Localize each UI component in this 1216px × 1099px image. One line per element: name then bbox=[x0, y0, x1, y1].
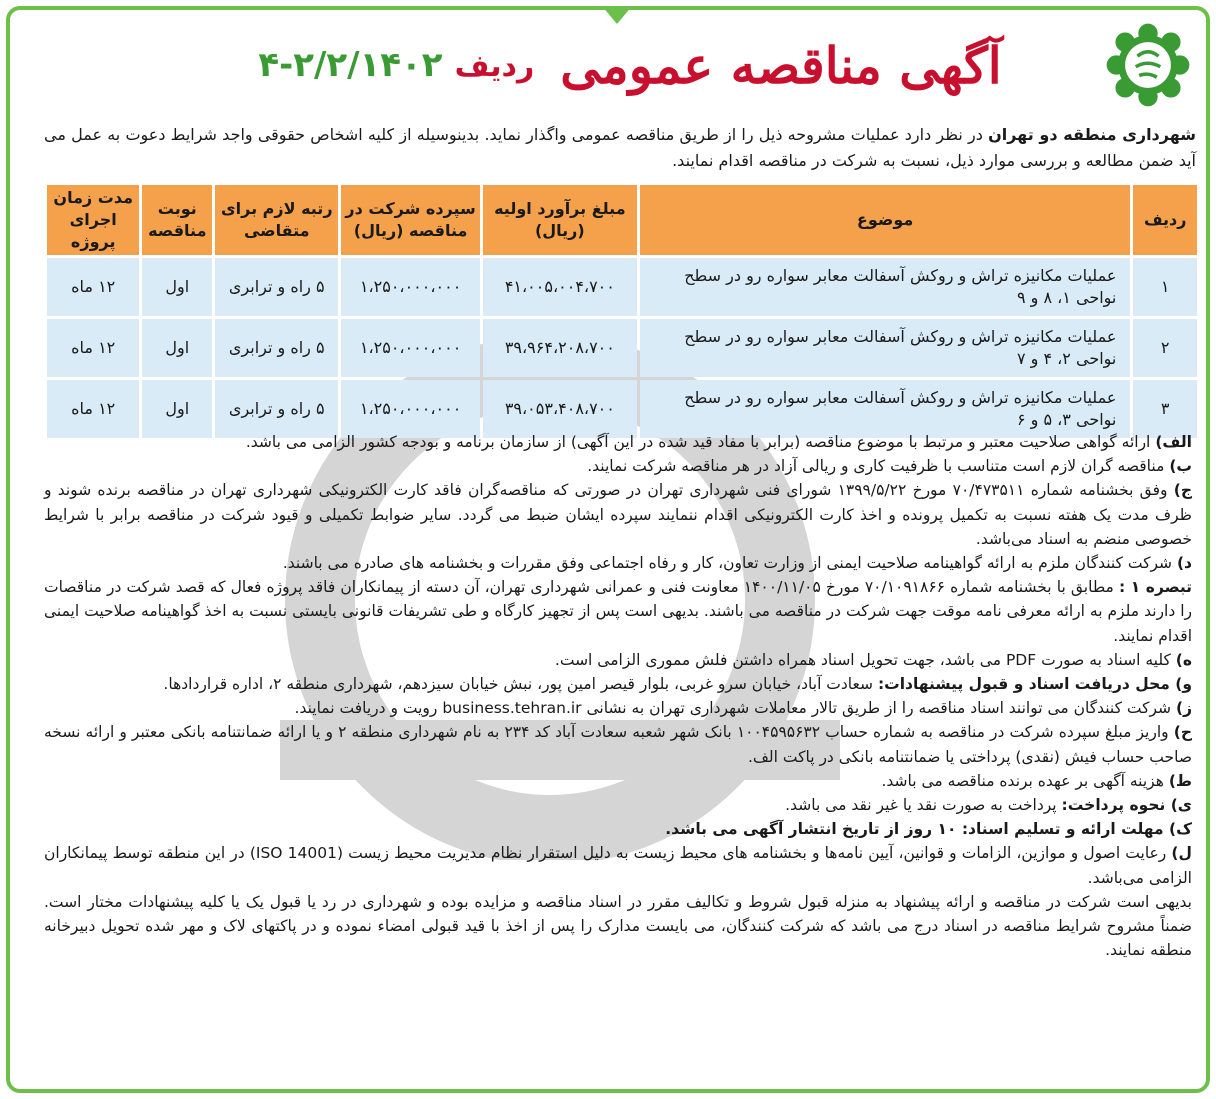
clause-text: رعایت اصول و موازین، الزامات و قوانین، آیین نامه‌ها و بخشنامه های محیط زیست به دلیل استقرار نظام مدیریت محیط زیست (ISO 14001) در این منطقه توسط پیمانکاران الزامی می‌باشد. bbox=[44, 844, 1192, 887]
cell-row-number: ۲ bbox=[1133, 319, 1197, 377]
clause-he bbox=[44, 648, 1192, 672]
cell-duration: ۱۲ ماه bbox=[47, 319, 139, 377]
header-subject: موضوع bbox=[640, 185, 1131, 255]
clause-be bbox=[44, 454, 1192, 478]
tender-conditions bbox=[44, 430, 1192, 962]
clause-final: بدیهی است شرکت در مناقصه و ارائه پیشنهاد به منزله قبول شروط و تکالیف مقرر در اسناد مناقصه و مزایده بوده و شهرداری در رد یا قبول یک یا کلیه پیشنهادات مختار است. ضمناً مشروح شرایط مناقصه در اسناد درج می باشد که شرکت کنندگان، می بایست مدارک را پس از اخذ با قید قبولی امضاء نموده و در پاکتهای لاک و مهر شده تحویل دبیرخانه منطقه نمایند. bbox=[44, 892, 1192, 960]
header-round: نوبت مناقصه bbox=[142, 185, 212, 255]
clause-label: د) bbox=[1176, 554, 1192, 573]
clause-label: الف) bbox=[1155, 433, 1192, 451]
clause-text: مناقصه گران لازم است متناسب با ظرفیت کاری و ریالی آزاد در هر مناقصه شرکت نمایند. bbox=[587, 457, 1165, 476]
title-group bbox=[20, 36, 1100, 95]
header-row-number: ردیف bbox=[1133, 185, 1197, 255]
clause-text: ارائه گواهی صلاحیت معتبر و مرتبط با موضوع مناقصه (برابر با مفاد قید شده در این آگهی) از سازمان برنامه و بودجه کشور الزامی می باشد. bbox=[245, 433, 1151, 451]
cell-duration: ۱۲ ماه bbox=[47, 380, 139, 438]
clause-label: ج) bbox=[1173, 481, 1192, 500]
cell-deposit: ۱،۲۵۰،۰۰۰،۰۰۰ bbox=[341, 258, 480, 316]
clause-label: ه) bbox=[1175, 650, 1192, 669]
cell-round: اول bbox=[142, 380, 212, 438]
intro-organization: شهرداری منطقه دو تهران bbox=[988, 125, 1197, 144]
cell-deposit: ۱،۲۵۰،۰۰۰،۰۰۰ bbox=[341, 380, 480, 438]
clause-text: واریز مبلغ سپرده شرکت در مناقصه به شماره حساب ۱۰۰۴۵۹۵۶۳۲ بانک شهر شعبه سعادت آباد کد ۲۳۴ به نام شهرداری منطقه ۲ و یا ارائه ضمانتنامه بانکی معتبر و ارائه نسخه صاحب حساب فیش (نقدی) پرداختی یا ضمانتنامه بانکی در پاکت الف. bbox=[44, 723, 1192, 766]
clause-label: ل) bbox=[1171, 844, 1192, 863]
clause-label: ط) bbox=[1168, 771, 1192, 790]
cell-grade: ۵ راه و ترابری bbox=[215, 319, 338, 377]
clause-vav-address bbox=[44, 672, 1192, 696]
cell-round: اول bbox=[142, 319, 212, 377]
clause-text: وفق بخشنامه شماره ۷۰/۴۷۳۵۱۱ مورخ ۱۳۹۹/۵/۲۲ شورای فنی شهرداری تهران در صورتی که مناقصه‌گران فاقد کارت الکترونیکی شهرداری تهران در مناقصه برنده شوند و ظرف مدت یک هفته نسبت به تکمیل پرونده و اخذ کارت الکترونیکی اقدام ننمایند سپرده ایشان ضبط می گردد. سایر ضوابط تکمیلی و قیود شرکت در مناقصه برابر با شرایط خصوصی منضم به اسناد می‌باشد. bbox=[44, 481, 1192, 548]
cell-subject: عملیات مکانیزه تراش و روکش آسفالت معابر سواره رو در سطح نواحی ۱، ۸ و ۹ bbox=[640, 258, 1131, 316]
reference-number: ۴-۲/۲/۱۴۰۲ bbox=[258, 45, 443, 85]
intro-text: در نظر دارد عملیات مشروحه ذیل را از طریق مناقصه عمومی واگذار نماید. بدینوسیله از کلیه اشخاص حقوقی واجد شرایط دعوت به عمل می آید ضمن مطالعه و بررسی موارد ذیل، نسبت به شرکت در مناقصه اقدام نمایند. bbox=[44, 125, 1196, 170]
cell-estimate: ۴۱،۰۰۵،۰۰۴،۷۰۰ bbox=[483, 258, 637, 316]
cell-round: اول bbox=[142, 258, 212, 316]
clause-jim bbox=[44, 478, 1192, 551]
notice-frame bbox=[6, 6, 1210, 1093]
reference-label: ردیف bbox=[454, 49, 535, 84]
cell-estimate: ۳۹،۹۶۴،۲۰۸،۷۰۰ bbox=[483, 319, 637, 377]
clause-kaf-deadline bbox=[44, 817, 1192, 841]
clause-alef bbox=[44, 430, 1192, 454]
clause-lam-environment bbox=[44, 841, 1192, 889]
clause-text: شرکت کنندگان ملزم به ارائه گواهینامه صلاحیت ایمنی از وزارت تعاون، کار و رفاه اجتماعی وفق مقررات و بخشنامه های صادره می باشند. bbox=[282, 554, 1173, 573]
cell-subject: عملیات مکانیزه تراش و روکش آسفالت معابر سواره رو در سطح نواحی ۳، ۵ و ۶ bbox=[640, 380, 1131, 438]
tender-table bbox=[44, 182, 1200, 441]
clause-text: کلیه اسناد به صورت PDF می باشد، جهت تحویل اسناد همراه داشتن فلش مموری الزامی است. bbox=[554, 650, 1171, 669]
header-deposit: سپرده شرکت در مناقصه (ریال) bbox=[341, 185, 480, 255]
clause-label: ک) مهلت ارائه و تسلیم اسناد: bbox=[961, 820, 1192, 839]
clause-label: ز) bbox=[1175, 699, 1192, 718]
municipality-logo-icon bbox=[1100, 21, 1196, 109]
clause-ze-website bbox=[44, 696, 1192, 720]
cell-estimate: ۳۹،۰۵۳،۴۰۸،۷۰۰ bbox=[483, 380, 637, 438]
notice-header bbox=[20, 20, 1196, 110]
table-row bbox=[47, 258, 1197, 316]
cell-deposit: ۱،۲۵۰،۰۰۰،۰۰۰ bbox=[341, 319, 480, 377]
clause-label: تبصره ۱ : bbox=[1118, 578, 1193, 597]
notice-reference bbox=[258, 45, 534, 85]
clause-label: و) محل دریافت اسناد و قبول پیشنهادات: bbox=[877, 675, 1192, 694]
notice-title: آگهی مناقصه عمومی bbox=[560, 35, 1002, 95]
clause-text: هزینه آگهی بر عهده برنده مناقصه می باشد. bbox=[881, 771, 1164, 790]
intro-paragraph bbox=[44, 122, 1196, 174]
cell-row-number: ۳ bbox=[1133, 380, 1197, 438]
cell-row-number: ۱ bbox=[1133, 258, 1197, 316]
cell-duration: ۱۲ ماه bbox=[47, 258, 139, 316]
clause-he2-deposit bbox=[44, 720, 1192, 768]
cell-subject: عملیات مکانیزه تراش و روکش آسفالت معابر سواره رو در سطح نواحی ۲، ۴ و ۷ bbox=[640, 319, 1131, 377]
clause-label: ب) bbox=[1169, 457, 1192, 476]
clause-ye-payment bbox=[44, 793, 1192, 817]
clause-text: ۱۰ روز از تاریخ انتشار آگهی می باشد. bbox=[665, 820, 957, 839]
clause-text: شرکت کنندگان می توانند اسناد مناقصه را از طریق تالار معاملات شهرداری تهران به نشانی business.tehran.ir رویت و دریافت نمایند. bbox=[294, 699, 1172, 718]
clause-text: مطابق با بخشنامه شماره ۷۰/۱۰۹۱۸۶۶ مورخ ۱۴۰۰/۱۱/۰۵ معاونت فنی و عمرانی شهرداری تهران، آن دسته از پیمانکاران فاقد پروژه فعال که قصد شرکت در مناقصات را دارند ملزم به ارائه معرفی نامه موقت جهت شرکت در مناقصه می باشند. بدیهی است پس از تجهیز کارگاه و طی تشریفات قانونی بایستی نسبت به اخذ گواهینامه صلاحیت ایمنی اقدام نمایند. bbox=[44, 578, 1192, 645]
header-grade: رتبه لازم برای متقاضی bbox=[215, 185, 338, 255]
cell-grade: ۵ راه و ترابری bbox=[215, 380, 338, 438]
clause-text: سعادت آباد، خیابان سرو غربی، بلوار قیصر امین پور، نبش خیابان سیزدهم، شهرداری منطقه ۲، اداره قراردادها. bbox=[163, 675, 873, 694]
header-duration: مدت زمان اجرای پروژه bbox=[47, 185, 139, 255]
table-row bbox=[47, 319, 1197, 377]
clause-dal bbox=[44, 551, 1192, 575]
cell-grade: ۵ راه و ترابری bbox=[215, 258, 338, 316]
clause-ta bbox=[44, 769, 1192, 793]
clause-label: ی) نحوه پرداخت: bbox=[1061, 796, 1192, 815]
clause-label: ح) bbox=[1173, 723, 1192, 742]
clause-text: پرداخت به صورت نقد یا غیر نقد می باشد. bbox=[785, 796, 1057, 815]
table-header-row bbox=[47, 185, 1197, 255]
clause-note-1 bbox=[44, 575, 1192, 648]
header-estimate: مبلغ برآورد اولیه (ریال) bbox=[483, 185, 637, 255]
